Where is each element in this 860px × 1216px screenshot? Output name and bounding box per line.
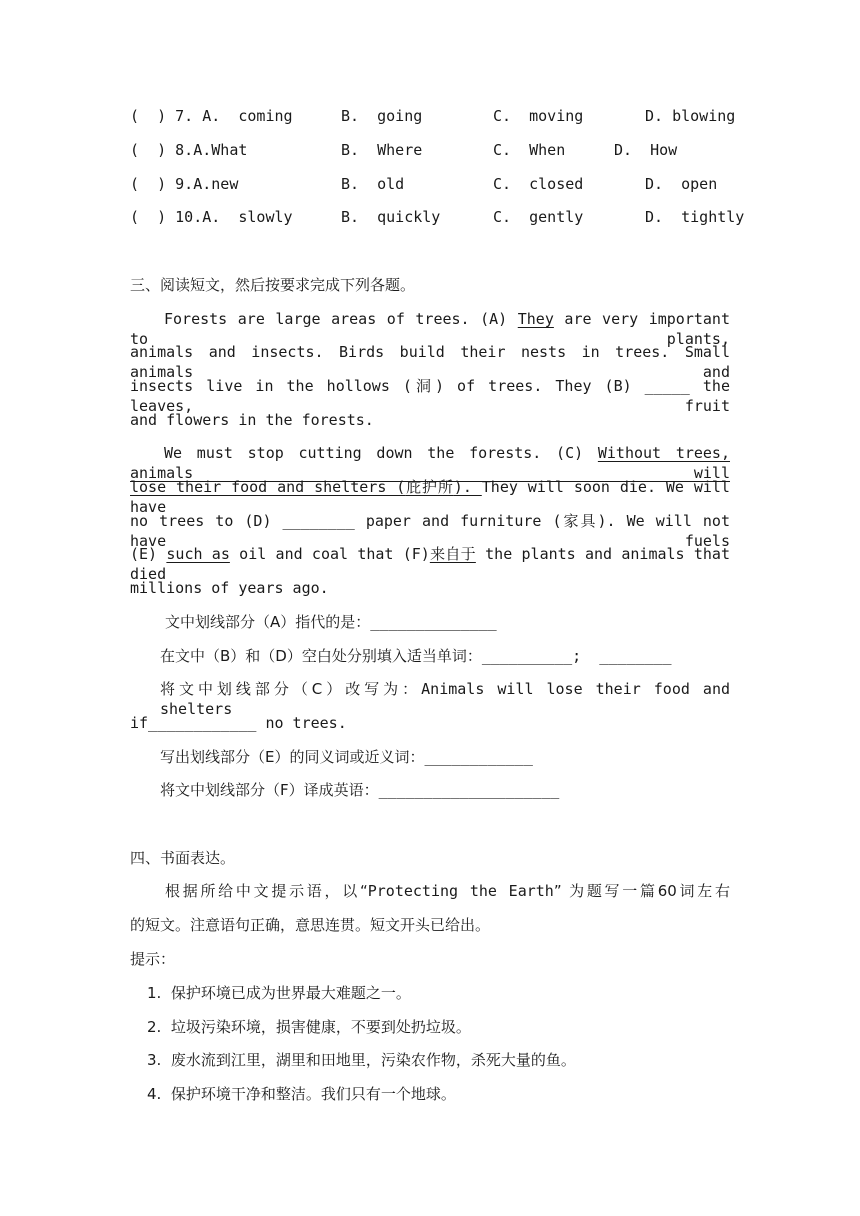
choice-option-c: C. moving [493,107,584,125]
passage-line: (E) such as oil and coal that (F)来自于 the plants and animals that died [130,545,730,583]
question-2: 在文中（B）和（D）空白处分别填入适当单词：__________; ________ [160,647,672,665]
hint-item: 1. 保护环境已成为世界最大难题之一。 [147,984,411,1002]
question-3: 将文中划线部分（C）改写为：Animals will lose their food and shelters [160,680,731,718]
passage-line: insects live in the hollows (洞) of trees. They (B) _____ the leaves, fruit [130,377,730,415]
passage-line: We must stop cutting down the forests. (C) Without trees, animals will [130,444,730,482]
choice-option-c: C. gently [493,208,584,226]
choice-option-d: D. blowing [645,107,736,125]
choice-option-c: C. closed [493,175,584,193]
passage-line: lose their food and shelters (庇护所). They will soon die. We will have [130,478,730,516]
section-4-heading: 四、书面表达。 [130,849,236,867]
choice-option-b: B. Where [341,141,423,159]
choice-number: ( ) 7. A. coming [130,107,293,125]
choice-option-b: B. going [341,107,423,125]
passage-line: Forests are large areas of trees. (A) They are very important to plants, [130,310,730,348]
question-5: 将文中划线部分（F）译成英语：____________________ [160,781,560,799]
passage-line: no trees to (D) ________ paper and furniture (家具). We will not have fuels [130,512,730,550]
question-4: 写出划线部分（E）的同义词或近义词：____________ [160,748,533,766]
writing-instruction: 根据所给中文提示语，以“Protecting the Earth” 为题写一篇60词左右 [165,882,730,900]
hints-label: 提示： [130,950,176,968]
choice-number: ( ) 10.A. slowly [130,208,293,226]
hint-item: 3. 废水流到江里，湖里和田地里，污染农作物，杀死大量的鱼。 [147,1051,576,1069]
section-3-heading: 三、阅读短文，然后按要求完成下列各题。 [130,276,416,294]
hint-item: 4. 保护环境干净和整洁。我们只有一个地球。 [147,1085,456,1103]
choice-option-d: D. open [645,175,718,193]
passage-line: animals and insects. Birds build their nests in trees. Small animals and [130,343,730,381]
choice-option-c: C. When [493,141,566,159]
writing-instruction-cont: 的短文。注意语句正确，意思连贯。短文开头已给出。 [130,916,491,934]
choice-number: ( ) 9.A.new [130,175,239,193]
choice-option-b: B. quickly [341,208,441,226]
choice-number: ( ) 8.A.What [130,141,248,159]
choice-option-d: D. tightly [645,208,745,226]
passage-line: millions of years ago. [130,579,329,597]
question-3-cont: if____________ no trees. [130,714,347,732]
choice-option-b: B. old [341,175,405,193]
passage-line: and flowers in the forests. [130,411,374,429]
question-1: 文中划线部分（A）指代的是：______________ [165,613,497,631]
choice-option-d: D. How [614,141,678,159]
hint-item: 2. 垃圾污染环境，损害健康，不要到处扔垃圾。 [147,1018,471,1036]
